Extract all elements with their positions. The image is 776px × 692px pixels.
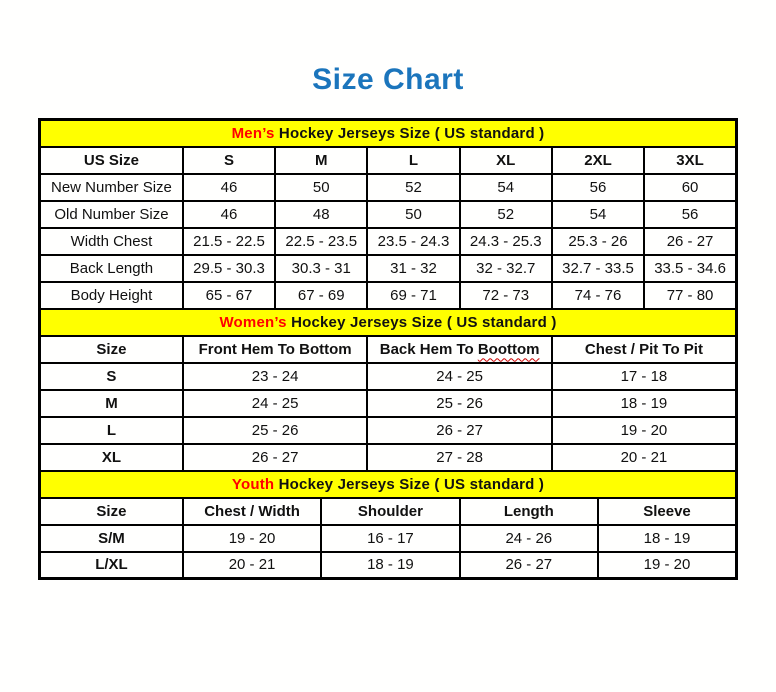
table-row (40, 228, 737, 255)
size-value-cell: 46 (183, 174, 275, 201)
size-table-body (40, 120, 737, 579)
size-value-cell: 17 - 18 (552, 363, 737, 390)
size-value-cell: 18 - 19 (321, 552, 459, 579)
size-value-cell: 65 - 67 (183, 282, 275, 309)
section-caption-text: Hockey Jerseys Size ( US standard ) (274, 124, 545, 142)
column-header-row-womens (40, 336, 737, 363)
size-value-cell: 69 - 71 (367, 282, 459, 309)
size-value-cell: 27 - 28 (367, 444, 552, 471)
size-value-cell: 26 - 27 (460, 552, 598, 579)
row-label-l-xl: L/XL (40, 552, 183, 579)
size-value-cell: 52 (367, 174, 459, 201)
size-value-cell: 26 - 27 (183, 444, 368, 471)
size-value-cell: 32.7 - 33.5 (552, 255, 644, 282)
row-label-width-chest: Width Chest (40, 228, 183, 255)
section-caption-mens (40, 120, 737, 147)
size-chart-wrap (38, 118, 738, 580)
table-row (40, 525, 737, 552)
size-value-cell: 16 - 17 (321, 525, 459, 552)
size-value-cell: 54 (552, 201, 644, 228)
size-value-cell: 77 - 80 (644, 282, 736, 309)
table-row (40, 552, 737, 579)
table-row (40, 201, 737, 228)
col-header-size: Size (40, 498, 183, 525)
size-value-cell: 29.5 - 30.3 (183, 255, 275, 282)
col-header-3xl: 3XL (644, 147, 736, 174)
size-value-cell: 31 - 32 (367, 255, 459, 282)
size-value-cell: 52 (460, 201, 552, 228)
section-caption-highlight: Youth (231, 475, 275, 493)
size-chart-table (38, 118, 738, 580)
table-row (40, 417, 737, 444)
size-value-cell: 25.3 - 26 (552, 228, 644, 255)
size-value-cell: 21.5 - 22.5 (183, 228, 275, 255)
size-value-cell: 18 - 19 (598, 525, 737, 552)
size-value-cell: 24 - 25 (367, 363, 552, 390)
col-header-front-hem-to-bottom: Front Hem To Bottom (183, 336, 368, 363)
row-label-xl: XL (40, 444, 183, 471)
size-value-cell: 23.5 - 24.3 (367, 228, 459, 255)
size-value-cell: 19 - 20 (552, 417, 737, 444)
table-row (40, 363, 737, 390)
size-value-cell: 18 - 19 (552, 390, 737, 417)
size-value-cell: 24.3 - 25.3 (460, 228, 552, 255)
col-header-shoulder: Shoulder (321, 498, 459, 525)
col-header-us-size: US Size (40, 147, 183, 174)
section-caption-row-womens (40, 309, 737, 336)
size-value-cell: 23 - 24 (183, 363, 368, 390)
col-header-m: M (275, 147, 367, 174)
table-row (40, 390, 737, 417)
table-row (40, 255, 737, 282)
col-header-size: Size (40, 336, 183, 363)
col-header-chest-width: Chest / Width (183, 498, 321, 525)
column-header-row-mens (40, 147, 737, 174)
col-header-sleeve: Sleeve (598, 498, 737, 525)
row-label-m: M (40, 390, 183, 417)
col-header-chest-pit-to-pit: Chest / Pit To Pit (552, 336, 737, 363)
size-value-cell: 20 - 21 (552, 444, 737, 471)
col-header-back-hem-to-boottom: Back Hem To Boottom (367, 336, 552, 363)
size-value-cell: 25 - 26 (367, 390, 552, 417)
col-header-l: L (367, 147, 459, 174)
size-value-cell: 32 - 32.7 (460, 255, 552, 282)
col-header-length: Length (460, 498, 598, 525)
size-value-cell: 56 (552, 174, 644, 201)
section-caption-text: Hockey Jerseys Size ( US standard ) (286, 313, 557, 331)
size-value-cell: 20 - 21 (183, 552, 321, 579)
size-value-cell: 50 (275, 174, 367, 201)
section-caption-text: Hockey Jerseys Size ( US standard ) (274, 475, 545, 493)
size-value-cell: 50 (367, 201, 459, 228)
misspelled-word: Boottom (477, 340, 540, 358)
size-value-cell: 19 - 20 (183, 525, 321, 552)
row-label-old-number-size: Old Number Size (40, 201, 183, 228)
size-value-cell: 30.3 - 31 (275, 255, 367, 282)
section-caption-youth (40, 471, 737, 498)
size-value-cell: 74 - 76 (552, 282, 644, 309)
row-label-s: S (40, 363, 183, 390)
size-value-cell: 72 - 73 (460, 282, 552, 309)
row-label-s-m: S/M (40, 525, 183, 552)
col-header-xl: XL (460, 147, 552, 174)
row-label-back-length: Back Length (40, 255, 183, 282)
size-value-cell: 67 - 69 (275, 282, 367, 309)
size-value-cell: 26 - 27 (367, 417, 552, 444)
size-value-cell: 46 (183, 201, 275, 228)
section-caption-highlight: Women’s (219, 313, 287, 331)
size-value-cell: 22.5 - 23.5 (275, 228, 367, 255)
page-title: Size Chart (312, 63, 464, 96)
row-label-l: L (40, 417, 183, 444)
size-value-cell: 54 (460, 174, 552, 201)
size-value-cell: 26 - 27 (644, 228, 736, 255)
size-value-cell: 33.5 - 34.6 (644, 255, 736, 282)
section-caption-row-youth (40, 471, 737, 498)
column-header-row-youth (40, 498, 737, 525)
size-value-cell: 60 (644, 174, 736, 201)
table-row (40, 444, 737, 471)
section-caption-womens (40, 309, 737, 336)
row-label-new-number-size: New Number Size (40, 174, 183, 201)
col-header-2xl: 2XL (552, 147, 644, 174)
size-value-cell: 24 - 25 (183, 390, 368, 417)
size-value-cell: 56 (644, 201, 736, 228)
size-value-cell: 19 - 20 (598, 552, 737, 579)
table-row (40, 282, 737, 309)
size-value-cell: 24 - 26 (460, 525, 598, 552)
section-caption-highlight: Men’s (231, 124, 275, 142)
section-caption-row-mens (40, 120, 737, 147)
col-header-s: S (183, 147, 275, 174)
size-value-cell: 25 - 26 (183, 417, 368, 444)
row-label-body-height: Body Height (40, 282, 183, 309)
size-value-cell: 48 (275, 201, 367, 228)
table-row (40, 174, 737, 201)
